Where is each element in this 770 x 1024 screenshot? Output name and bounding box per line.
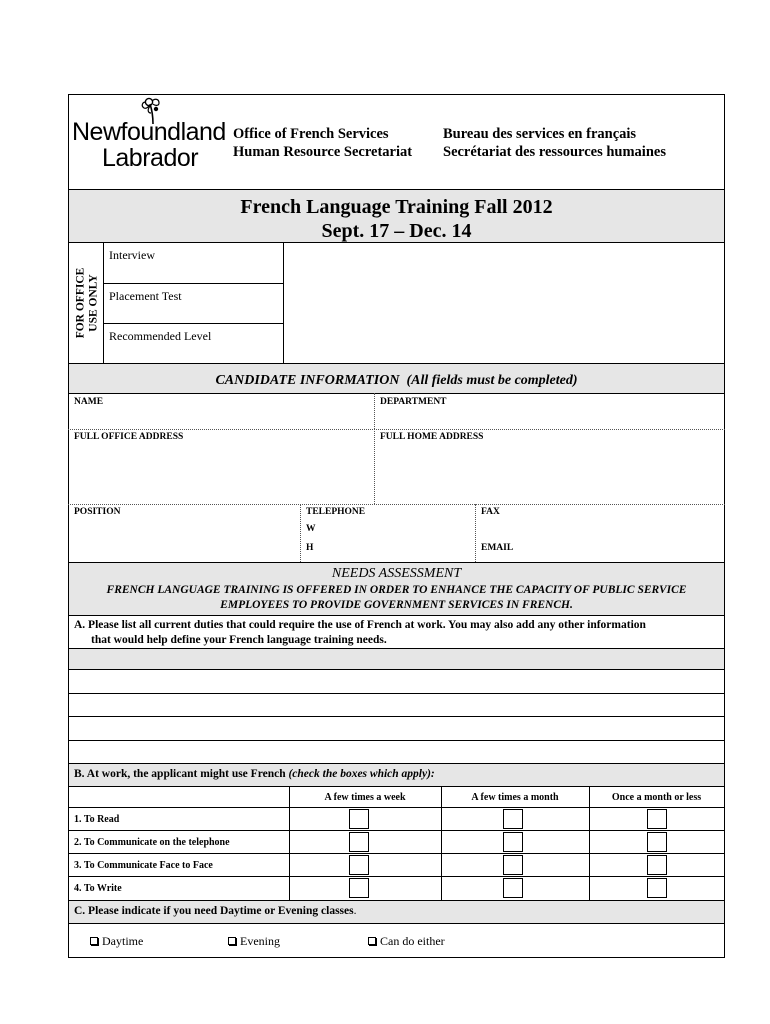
needs-heading: NEEDS ASSESSMENT [331, 566, 462, 581]
name-field[interactable] [69, 408, 372, 428]
office-use-notes-field[interactable] [284, 243, 724, 362]
logo [72, 96, 224, 176]
either-option[interactable]: Can do either [368, 934, 445, 949]
write-less-checkbox[interactable] [647, 878, 667, 898]
question-a-line-1: A. Please list all current duties that could require the use of French at work. You may also add any other information [74, 619, 646, 631]
question-c: C. Please indicate if you need Daytime or Evening classes. [74, 905, 357, 917]
name-label: NAME [74, 397, 104, 407]
office-use-label-1: FOR OFFICE [74, 267, 87, 339]
read-week-checkbox[interactable] [349, 809, 369, 829]
email-label: EMAIL [481, 543, 514, 553]
tel-home-label: H [306, 543, 314, 553]
duties-line-3[interactable] [69, 717, 724, 739]
position-field[interactable] [69, 520, 298, 560]
question-b: B. At work, the applicant might use French (check the boxes which apply): [74, 768, 435, 780]
telephone-home-field[interactable] [318, 540, 473, 558]
department-label: DEPARTMENT [380, 397, 447, 407]
telephone-month-checkbox[interactable] [503, 832, 523, 852]
fax-field[interactable] [477, 520, 723, 538]
read-less-checkbox[interactable] [647, 809, 667, 829]
write-week-checkbox[interactable] [349, 878, 369, 898]
fax-label: FAX [481, 507, 500, 517]
office-use-interview: Interview [109, 248, 155, 262]
candidate-heading: CANDIDATE INFORMATION (All fields must be completed) [215, 373, 578, 388]
use-telephone-label: 2. To Communicate on the telephone [74, 837, 230, 848]
duties-line-2[interactable] [69, 694, 724, 716]
office-use-label [70, 244, 104, 362]
office-address-field[interactable] [69, 444, 372, 502]
question-a-line-2: that would help define your French language training needs. [91, 634, 387, 646]
position-label: POSITION [74, 507, 121, 517]
home-address-label: FULL HOME ADDRESS [380, 432, 484, 442]
either-checkbox[interactable] [368, 937, 376, 945]
office-fr-line-1: Bureau des services en français [443, 126, 637, 142]
face-week-checkbox[interactable] [349, 855, 369, 875]
daytime-option[interactable]: Daytime [90, 934, 143, 949]
home-address-field[interactable] [376, 444, 723, 502]
office-use-recommended-level: Recommended Level [109, 329, 212, 343]
face-less-checkbox[interactable] [647, 855, 667, 875]
logo-line-1: Newfoundland [72, 118, 226, 146]
freq-header-month: A few times a month [471, 792, 559, 803]
duties-line-1[interactable] [69, 670, 724, 692]
write-month-checkbox[interactable] [503, 878, 523, 898]
telephone-week-checkbox[interactable] [349, 832, 369, 852]
freq-header-less: Once a month or less [611, 792, 702, 803]
logo-line-2: Labrador [102, 144, 199, 172]
daytime-checkbox[interactable] [90, 937, 98, 945]
office-use-label-2: USE ONLY [87, 274, 100, 332]
telephone-label: TELEPHONE [306, 507, 366, 517]
use-face-label: 3. To Communicate Face to Face [74, 860, 213, 871]
telephone-work-field[interactable] [318, 520, 473, 538]
evening-option[interactable]: Evening [228, 934, 280, 949]
freq-header-week: A few times a week [324, 792, 406, 803]
telephone-less-checkbox[interactable] [647, 832, 667, 852]
use-read-label: 1. To Read [74, 814, 120, 825]
page-title: French Language Training Fall 2012 [240, 196, 553, 218]
page-subtitle: Sept. 17 – Dec. 14 [321, 220, 472, 242]
office-use-placement-test: Placement Test [109, 289, 182, 303]
duties-line-4[interactable] [69, 741, 724, 763]
needs-subheading-2: EMPLOYEES TO PROVIDE GOVERNMENT SERVICES IN FRENCH. [220, 599, 573, 611]
office-en-line-1: Office of French Services [233, 126, 389, 142]
department-field[interactable] [376, 408, 723, 428]
office-fr-line-2: Secrétariat des ressources humaines [443, 144, 666, 160]
office-address-label: FULL OFFICE ADDRESS [74, 432, 184, 442]
email-field[interactable] [520, 540, 723, 558]
needs-subheading-1: FRENCH LANGUAGE TRAINING IS OFFERED IN ORDER TO ENHANCE THE CAPACITY OF PUBLIC SERVICE [106, 584, 687, 596]
office-en-line-2: Human Resource Secretariat [233, 144, 413, 160]
tel-work-label: W [306, 524, 316, 534]
read-month-checkbox[interactable] [503, 809, 523, 829]
face-month-checkbox[interactable] [503, 855, 523, 875]
evening-checkbox[interactable] [228, 937, 236, 945]
use-write-label: 4. To Write [74, 883, 122, 894]
